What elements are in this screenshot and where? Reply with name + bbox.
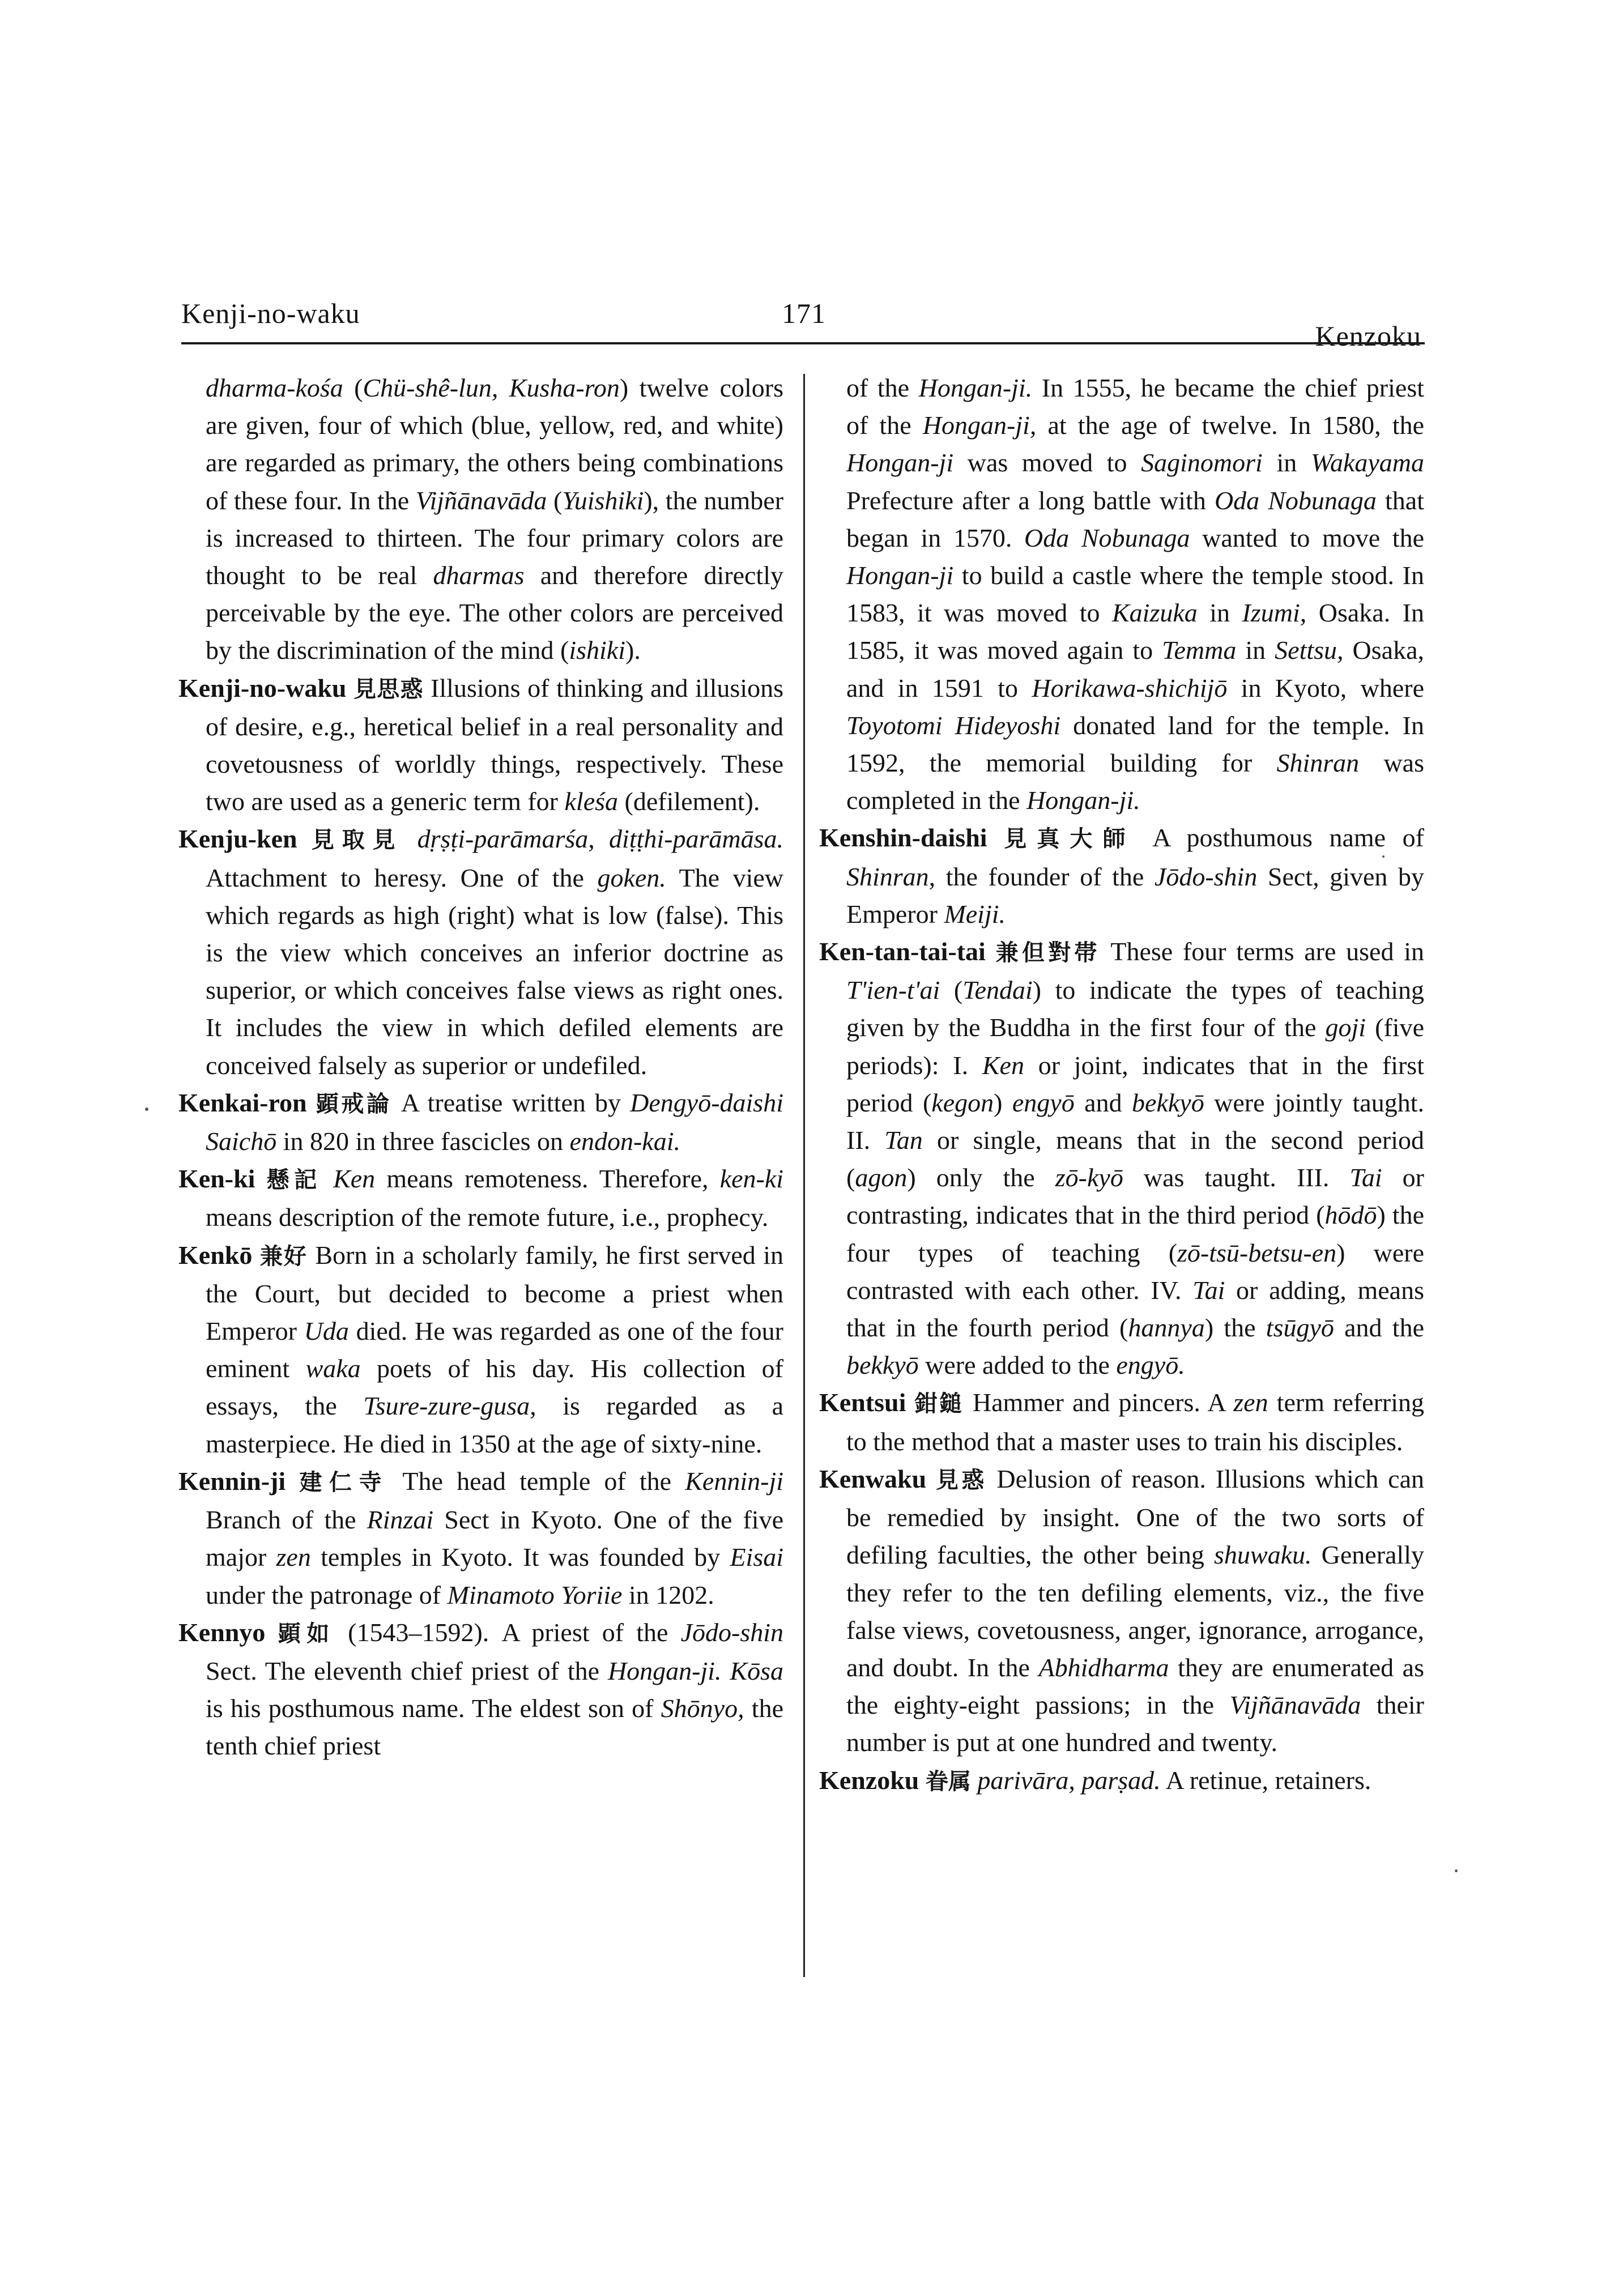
headword: Kennyo bbox=[178, 1617, 266, 1647]
entry-kenko: Kenkō 兼好 Born in a scholarly family, he first served in the Court, but decided to become a priest when Emperor Uda died. He was regarded as one of the four eminent waka poets of his day. His collection of essays, the Tsure-zure-gusa, is regarded as a masterpiece. He died in 1350 at the age of sixty-nine. bbox=[178, 1240, 784, 1458]
entry-continuation: dharma-kośa (Chü-shê-lun, Kusha-ron) twelve colors are given, four of which (blue, yellow, red, and white) are regarded as primary, the others being combinations of these four. In the Vijñānavāda (Yuishiki), the number is increased to thirteen. The four primary colors are thought to be real dharmas and therefore directly perceivable by the eye. The other colors are perceived by the discrimination of the mind (ishiki). bbox=[206, 373, 784, 665]
kanji: 見惑 bbox=[935, 1467, 987, 1493]
kanji: 懸記 bbox=[266, 1167, 322, 1194]
entry-ken-ki: Ken-ki 懸記 Ken means remoteness. Therefore, ken-ki means description of the remote future, i.e., prophecy. bbox=[178, 1164, 784, 1232]
headword: Kentsui bbox=[819, 1388, 906, 1417]
headword: Kenkai-ron bbox=[178, 1088, 307, 1117]
headword: Kenwaku bbox=[819, 1464, 927, 1493]
kanji: 兼但對帯 bbox=[995, 940, 1101, 966]
header-rule bbox=[181, 342, 1425, 344]
headword: Kennin-ji bbox=[178, 1466, 286, 1496]
entry-kenju-ken: Kenju-ken 見取見 dṛṣṭi-parāmarśa, diṭṭhi-parāmāsa. Attachment to heresy. One of the goken. The view which regards as high (right) what is low (false). This is the view which conceives an inferior doctrine as superior, or which conceives false views as right ones. It includes the view in which defiled elements are conceived falsely as superior or undefiled. bbox=[178, 824, 784, 1080]
kanji: 兼好 bbox=[259, 1243, 308, 1270]
scan-speck bbox=[145, 1107, 148, 1111]
headword: Kenshin-daishi bbox=[819, 823, 987, 853]
entry-ken-tan-tai-tai: Ken-tan-tai-tai 兼但對帯 These four terms are used in T'ien-t'ai (Tendai) to indicate the types of teaching given by the Buddha in the first four of the goji (five periods): I. Ken or joint, indicates that in the first period (kegon) engyō and bekkyō were jointly taught. II. Tan or single, means that in the second period (agon) only the zō-kyō was taught. III. Tai or contrasting, indicates that in the third period (hōdō) the four types of teaching (zō-tsū-betsu-en) were contrasted with each other. IV. Tai or adding, means that in the fourth period (hannya) the tsūgyō and the bekkyō were added to the engyō. bbox=[819, 937, 1425, 1380]
headword: Ken-ki bbox=[178, 1164, 255, 1194]
entry-kennyo-continuation: of the Hongan-ji. In 1555, he became the chief priest of the Hongan-ji, at the age of twelve. In 1580, the Hongan-ji was moved to Saginomori in Wakayama Prefecture after a long battle with Oda Nobunaga that began in 1570. Oda Nobunaga wanted to move the Hongan-ji to build a castle where the temple stood. In 1583, it was moved to Kaizuka in Izumi, Osaka. In 1585, it was moved again to Temma in Settsu, Osaka, and in 1591 to Horikawa-shichijō in Kyoto, where Toyotomi Hideyoshi donated land for the temple. In 1592, the memorial building for Shinran was completed in the Hongan-ji. bbox=[846, 373, 1425, 815]
page-number: 171 bbox=[782, 297, 826, 329]
scan-speck bbox=[1455, 1869, 1458, 1872]
kanji: 見取見 bbox=[311, 827, 403, 854]
kanji: 見思惑 bbox=[353, 676, 424, 702]
entry-kenji-no-waku: Kenji-no-waku 見思惑 Illusions of thinking and illusions of desire, e.g., heretical belief in a real personality and covetousness of worldly things, respectively. These two are used as a generic term for kleśa (defilement). bbox=[178, 673, 784, 816]
headword: Kenju-ken bbox=[178, 824, 297, 854]
headword: Kenzoku bbox=[819, 1765, 919, 1795]
entry-kenzoku: Kenzoku 眷属 parivāra, parṣad. A retinue, retainers. bbox=[819, 1765, 1371, 1795]
headword: Kenkō bbox=[178, 1240, 253, 1270]
kanji: 眷属 bbox=[925, 1768, 971, 1795]
entry-kennyo: Kennyo 顕如 (1543–1592). A priest of the Jōdo-shin Sect. The eleventh chief priest of the Hongan-ji. Kōsa is his posthumous name. The eldest son of Shōnyo, the tenth chief priest bbox=[178, 1617, 784, 1761]
running-head-left: Kenji-no-waku bbox=[181, 297, 360, 329]
headword: Kenji-no-waku bbox=[178, 673, 347, 702]
running-head-right: Kenzoku bbox=[1315, 320, 1421, 352]
entry-kentsui: Kentsui 鉗鎚 Hammer and pincers. A zen term referring to the method that a master uses to train his disciples. bbox=[819, 1388, 1425, 1456]
kanji: 鉗鎚 bbox=[914, 1391, 964, 1417]
entry-kenshin-daishi: Kenshin-daishi 見真大師 A posthumous name of Shinran, the founder of the Jōdo-shin Sect, given by Emperor Meiji. bbox=[819, 823, 1425, 928]
kanji: 見真大師 bbox=[1004, 826, 1136, 853]
entry-kennin-ji: Kennin-ji 建仁寺 The head temple of the Kennin-ji Branch of the Rinzai Sect in Kyoto. One of the five major zen temples in Kyoto. It was founded by Eisai under the patronage of Minamoto Yoriie in 1202. bbox=[178, 1466, 784, 1609]
kanji: 顕戒論 bbox=[316, 1091, 392, 1117]
entry-kenkai-ron: Kenkai-ron 顕戒論 A treatise written by Dengyō-daishi Saichō in 820 in three fascicles on endon-kai. bbox=[178, 1088, 783, 1156]
headword: Ken-tan-tai-tai bbox=[819, 937, 986, 966]
entry-kenwaku: Kenwaku 見惑 Delusion of reason. Illusions which can be remedied by insight. One of the two sorts of defiling faculties, the other being shuwaku. Generally they refer to the ten defiling elements, viz., the five false views, covetousness, anger, ignorance, arrogance, and doubt. In the Abhidharma they are enumerated as the eighty-eight passions; in the Vijñānavāda their number is put at one hundred and twenty. bbox=[819, 1464, 1425, 1757]
left-column bbox=[178, 369, 783, 1765]
right-column bbox=[819, 369, 1424, 1800]
kanji: 建仁寺 bbox=[299, 1469, 389, 1496]
column-divider bbox=[803, 374, 805, 1977]
kanji: 顕如 bbox=[278, 1620, 335, 1647]
scan-speck bbox=[1382, 855, 1385, 858]
